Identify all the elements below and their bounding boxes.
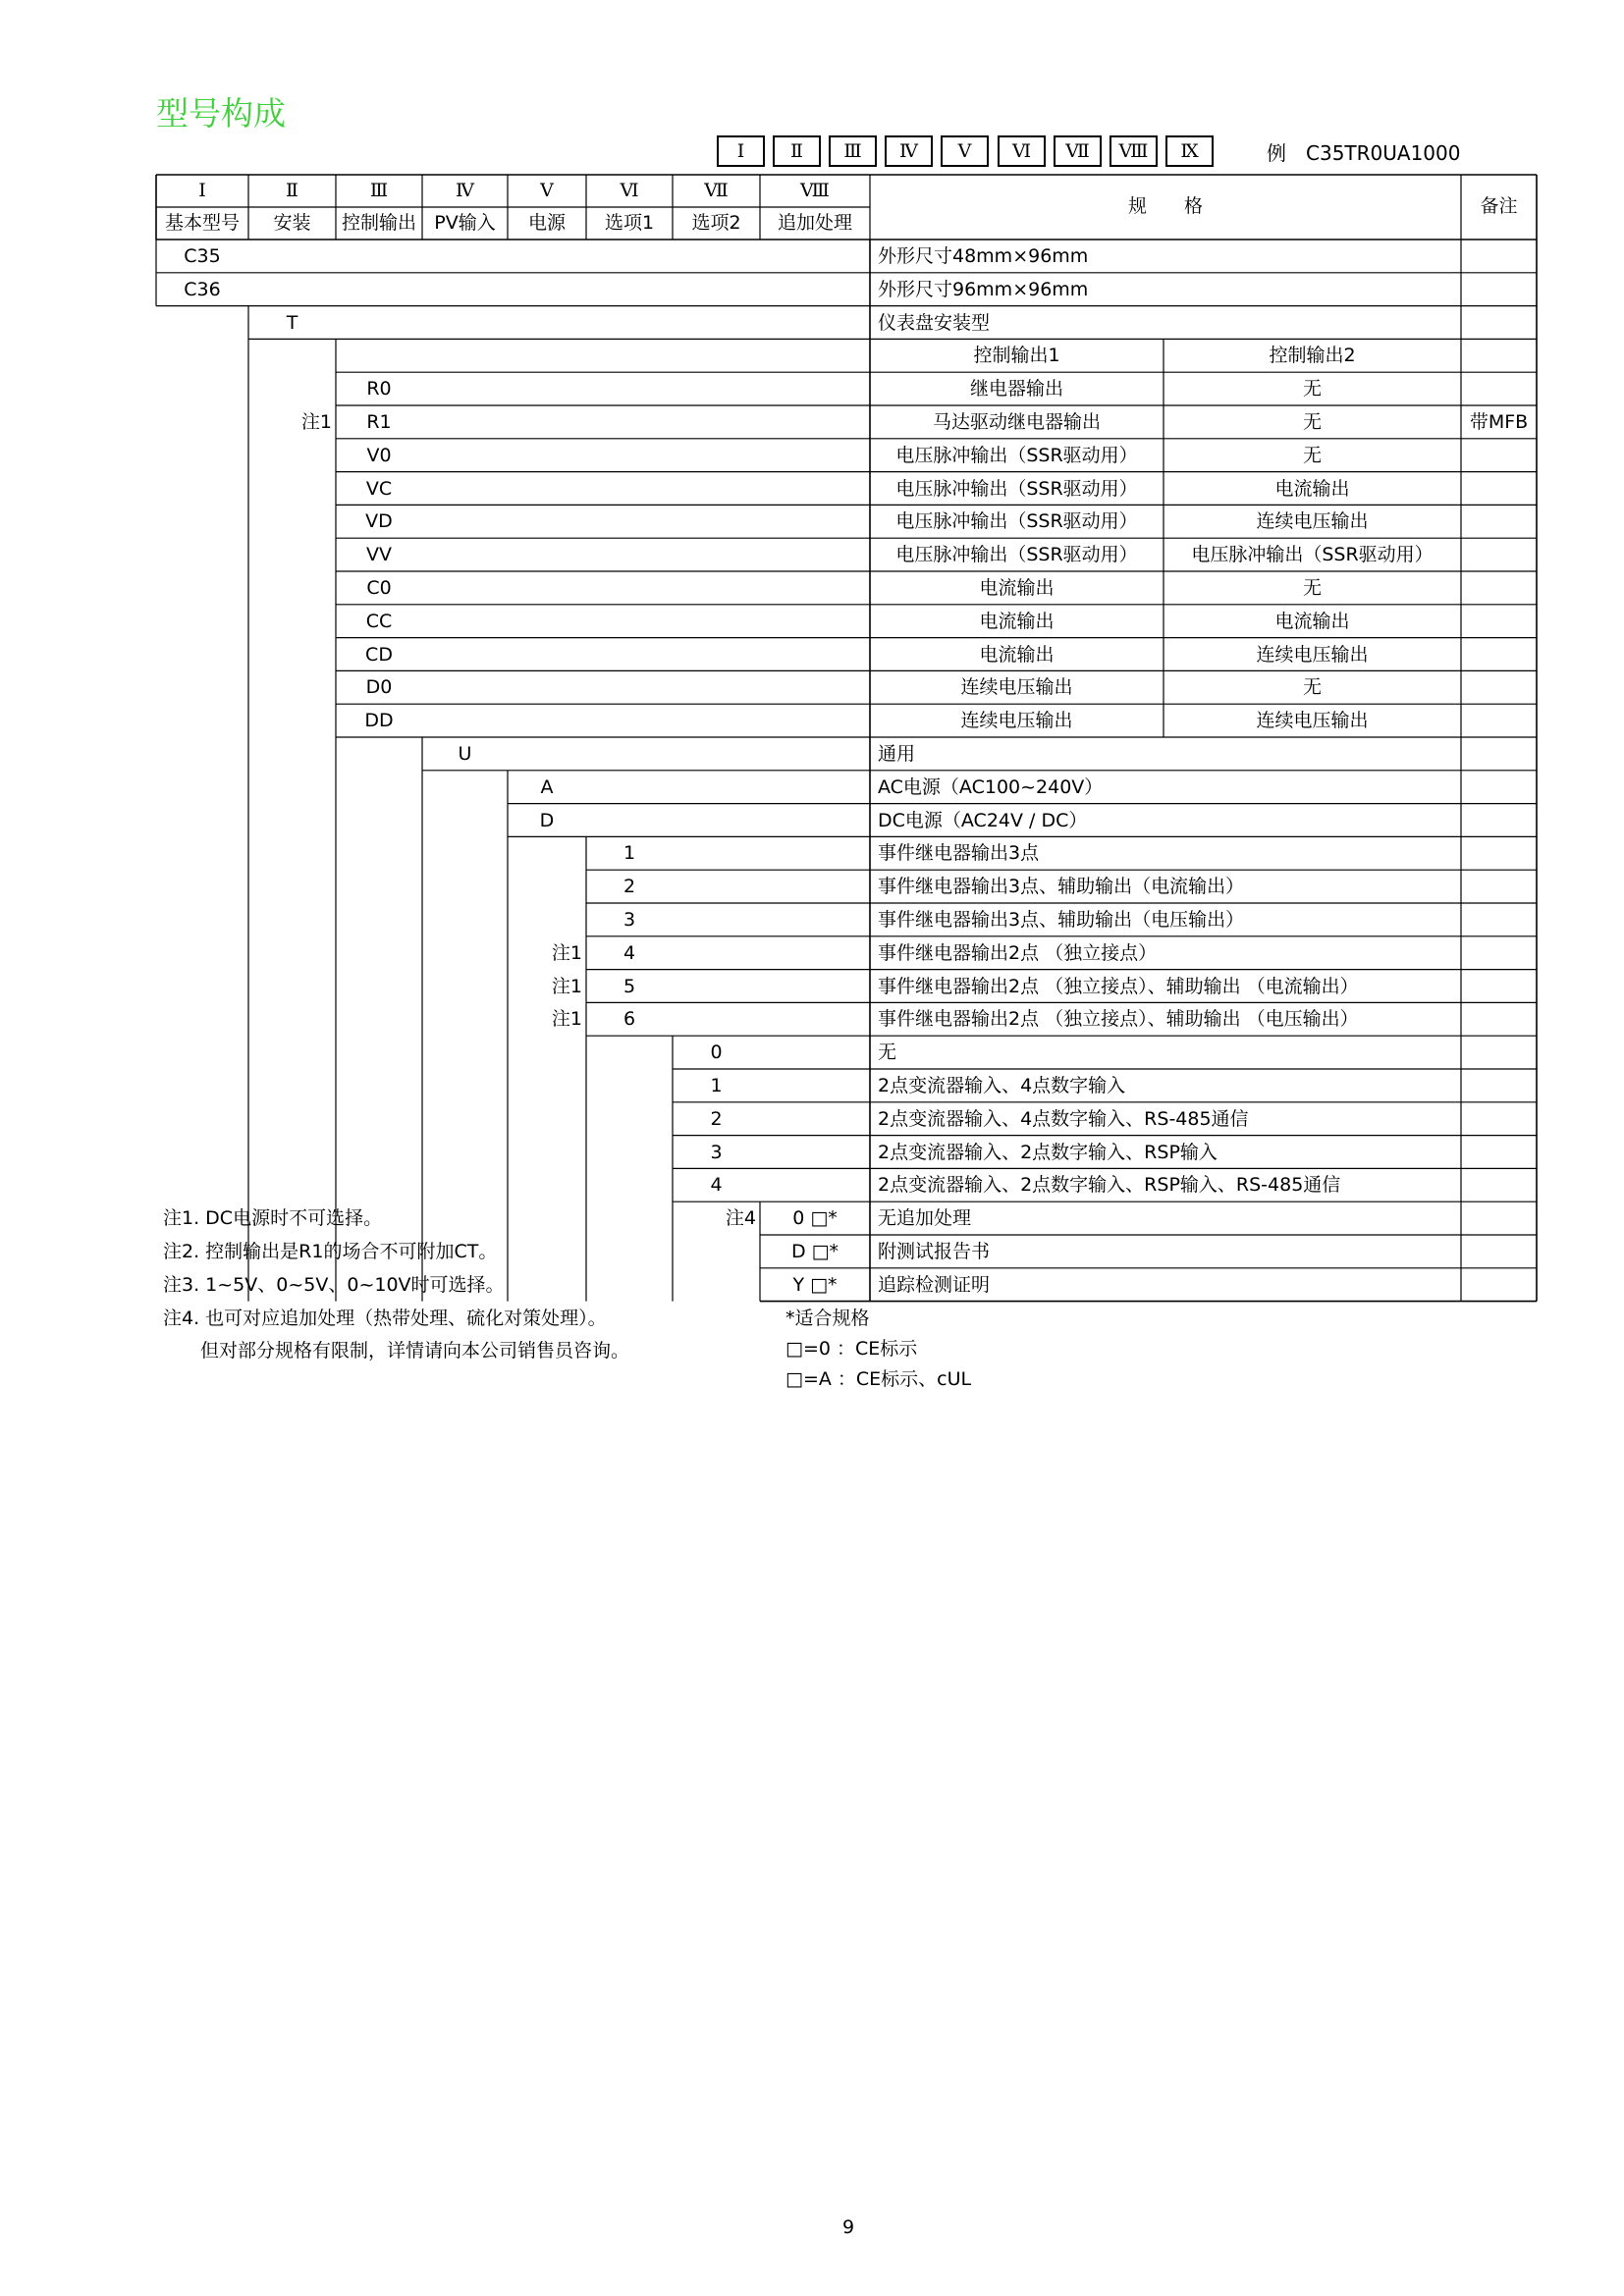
row-spec: 2点变流器输入、4点数字输入、RS-485通信 xyxy=(878,1107,1249,1130)
row-spec-output1: 马达驱动继电器输出 xyxy=(932,411,1102,433)
row-spec-output2: 无 xyxy=(1302,444,1323,466)
column-numeral-3: Ⅲ xyxy=(369,180,389,201)
row-spec-output1: 电压脉冲输出（SSR驱动用） xyxy=(895,477,1138,500)
row-spec-output2: 无 xyxy=(1302,676,1323,699)
row-spec: 事件继电器输出3点、辅助输出（电流输出） xyxy=(878,876,1245,898)
row-spec: 事件继电器输出2点 （独立接点）、辅助输出 （电压输出） xyxy=(878,1008,1359,1031)
row-spec-output1: 控制输出1 xyxy=(973,345,1060,367)
row-code: T xyxy=(286,311,298,334)
row-spec-output2: 无 xyxy=(1302,378,1323,400)
row-code: 4 xyxy=(710,1174,723,1197)
row-spec: 事件继电器输出2点 （独立接点）、辅助输出 （电流输出） xyxy=(878,975,1359,997)
model-code-box-1: Ⅰ xyxy=(717,135,765,167)
column-name-6: 选项1 xyxy=(604,212,655,234)
column-name-3: 控制输出 xyxy=(341,212,417,234)
footnote: 注3. 1~5V、0~5V、0~10V时可选择。 xyxy=(163,1273,505,1296)
row-note-ref: 注1 xyxy=(551,975,582,997)
column-numeral-1: Ⅰ xyxy=(198,180,206,201)
footnote: 但对部分规格有限制，详情请向本公司销售员咨询。 xyxy=(163,1340,630,1362)
model-code-box-5: Ⅴ xyxy=(941,135,989,167)
row-spec-output2: 电流输出 xyxy=(1274,610,1350,632)
column-numeral-2: Ⅱ xyxy=(286,180,298,201)
row-code: C0 xyxy=(366,577,392,599)
row-note-ref: 注1 xyxy=(300,411,332,433)
row-code: D xyxy=(539,809,555,831)
row-note-ref: 注1 xyxy=(551,1008,582,1031)
row-spec-output1: 连续电压输出 xyxy=(960,676,1073,699)
row-code: 0 xyxy=(710,1041,723,1064)
row-spec: 2点变流器输入、2点数字输入、RSP输入 xyxy=(878,1141,1218,1163)
model-example: 例 C35TR0UA1000 xyxy=(1267,141,1461,165)
column-remark-header: 备注 xyxy=(1480,195,1518,217)
row-spec-output1: 电流输出 xyxy=(979,577,1055,599)
row-code: VV xyxy=(366,544,392,566)
row-spec: 通用 xyxy=(878,743,916,765)
column-name-2: 安装 xyxy=(273,212,311,234)
column-name-5: 电源 xyxy=(527,212,567,234)
column-name-1: 基本型号 xyxy=(164,212,241,234)
model-code-box-4: Ⅳ xyxy=(885,135,933,167)
row-spec-output2: 电流输出 xyxy=(1274,477,1350,500)
row-code: VD xyxy=(365,510,393,533)
row-spec-output1: 连续电压输出 xyxy=(960,710,1073,732)
row-code: 5 xyxy=(623,975,636,997)
row-spec-output2: 电压脉冲输出（SSR驱动用） xyxy=(1191,544,1434,566)
row-spec-output1: 电压脉冲输出（SSR驱动用） xyxy=(895,510,1138,533)
row-code: 3 xyxy=(710,1141,723,1163)
model-code-box-8: Ⅷ xyxy=(1110,135,1158,167)
row-spec: 事件继电器输出2点 （独立接点） xyxy=(878,941,1158,964)
row-spec-output1: 电流输出 xyxy=(979,643,1055,666)
row-code: V0 xyxy=(366,444,392,466)
row-code: CD xyxy=(365,643,393,666)
row-spec-output1: 电压脉冲输出（SSR驱动用） xyxy=(895,544,1138,566)
column-numeral-7: Ⅶ xyxy=(704,180,729,201)
column-numeral-8: Ⅷ xyxy=(800,180,830,201)
model-code-box-6: Ⅵ xyxy=(998,135,1046,167)
row-spec-output2: 控制输出2 xyxy=(1269,345,1356,367)
row-spec: 仪表盘安装型 xyxy=(878,311,991,334)
row-spec-output2: 连续电压输出 xyxy=(1256,510,1369,533)
row-code: 0 □* xyxy=(792,1207,838,1230)
row-code: 2 xyxy=(623,876,636,898)
row-spec: 事件继电器输出3点、辅助输出（电压输出） xyxy=(878,909,1245,931)
row-note-ref: 注1 xyxy=(551,941,582,964)
page-title: 型号构成 xyxy=(156,94,286,133)
row-code: 2 xyxy=(710,1107,723,1130)
model-code-box-9: Ⅸ xyxy=(1165,135,1214,167)
row-spec-output2: 连续电压输出 xyxy=(1256,643,1369,666)
row-code: D □* xyxy=(790,1241,839,1262)
column-name-8: 追加处理 xyxy=(777,212,853,234)
row-remark: 带MFB xyxy=(1469,411,1529,433)
row-spec: 2点变流器输入、4点数字输入 xyxy=(878,1075,1126,1096)
row-code: D0 xyxy=(365,676,393,699)
row-note-ref: 注4 xyxy=(725,1207,756,1230)
row-code: A xyxy=(540,775,554,798)
row-code: VC xyxy=(365,477,393,500)
row-spec: 外形尺寸96mm×96mm xyxy=(878,278,1089,300)
fit-note: □=A ：CE标示、cUL xyxy=(785,1367,972,1390)
row-spec-output1: 继电器输出 xyxy=(969,378,1064,400)
column-name-7: 选项2 xyxy=(691,212,741,234)
footnote: 注2. 控制输出是R1的场合不可附加CT。 xyxy=(163,1241,498,1262)
row-spec: 无 xyxy=(878,1041,897,1064)
row-code: Y □* xyxy=(792,1273,838,1296)
row-code: C36 xyxy=(184,278,221,300)
column-numeral-5: Ⅴ xyxy=(540,180,554,201)
row-code: U xyxy=(458,743,472,765)
column-spec-header: 规 格 xyxy=(1127,195,1204,217)
fit-note: □=0 ：CE标示 xyxy=(785,1337,918,1360)
row-spec: 2点变流器输入、2点数字输入、RSP输入、RS-485通信 xyxy=(878,1174,1341,1197)
page-number: 9 xyxy=(842,2216,855,2238)
row-code: CC xyxy=(365,610,393,632)
row-spec: 无追加处理 xyxy=(878,1207,972,1230)
row-spec: 追踪检测证明 xyxy=(878,1273,991,1296)
row-spec: AC电源（AC100~240V） xyxy=(878,775,1104,798)
model-code-box-7: Ⅶ xyxy=(1054,135,1102,167)
row-spec: 外形尺寸48mm×96mm xyxy=(878,245,1089,267)
row-code: R0 xyxy=(366,378,392,400)
row-spec: 附测试报告书 xyxy=(878,1241,991,1262)
row-spec-output2: 连续电压输出 xyxy=(1256,710,1369,732)
model-code-box-2: Ⅱ xyxy=(773,135,821,167)
row-spec-output2: 无 xyxy=(1302,411,1323,433)
footnote: 注4. 也可对应追加处理（热带处理、硫化对策处理）。 xyxy=(163,1307,607,1329)
row-code: 1 xyxy=(623,842,636,865)
row-code: C35 xyxy=(184,245,221,267)
row-code: DD xyxy=(364,710,394,732)
row-code: 3 xyxy=(623,909,636,931)
row-spec: 事件继电器输出3点 xyxy=(878,842,1040,865)
row-code: R1 xyxy=(366,411,392,433)
column-numeral-6: Ⅵ xyxy=(620,180,639,201)
column-name-4: PV输入 xyxy=(434,212,496,234)
row-code: 4 xyxy=(623,941,636,964)
row-code: 6 xyxy=(623,1008,636,1031)
row-spec-output2: 无 xyxy=(1302,577,1323,599)
row-spec: DC电源（AC24V / DC） xyxy=(878,809,1088,831)
row-spec-output1: 电流输出 xyxy=(979,610,1055,632)
row-code: 1 xyxy=(710,1075,723,1096)
column-numeral-4: Ⅳ xyxy=(456,180,474,201)
row-spec-output1: 电压脉冲输出（SSR驱动用） xyxy=(895,444,1138,466)
footnote: 注1. DC电源时不可选择。 xyxy=(163,1207,383,1230)
fit-note: *适合规格 xyxy=(785,1307,870,1329)
model-code-box-3: Ⅲ xyxy=(829,135,877,167)
